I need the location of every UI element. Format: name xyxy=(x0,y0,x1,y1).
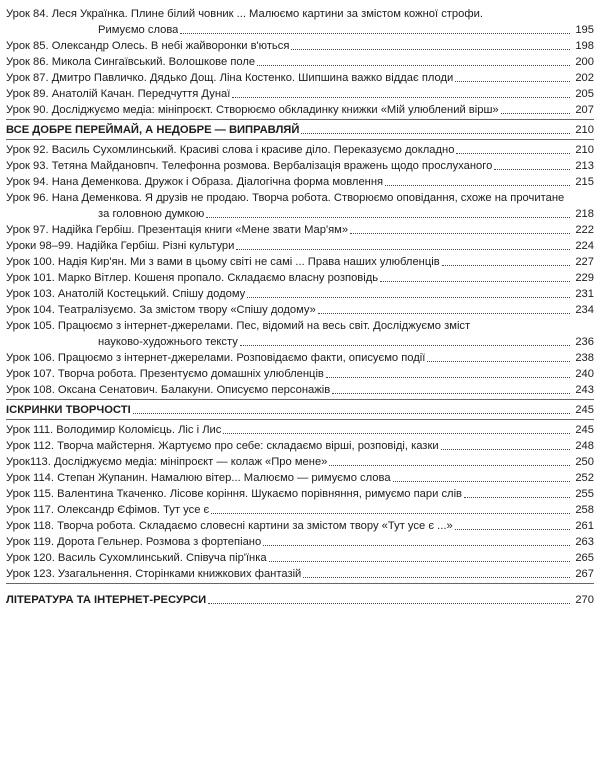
page-number: 238 xyxy=(575,352,594,364)
entry-title: Урок 114. Степан Жупанин. Намалюю вітер... Малюємо — римуємо слова xyxy=(6,472,391,484)
toc-entry xyxy=(6,190,594,222)
toc-entry xyxy=(6,518,594,534)
toc-row xyxy=(6,174,594,190)
entry-title: Урок 117. Олександр Єфімов. Тут усе є xyxy=(6,504,210,516)
entry-title: Урок 105. Працюємо з інтернет-джерелами. Пес, відомий на весь світ. Досліджуємо зміст xyxy=(6,320,471,332)
entry-title-continuation: науково-художнього тексту xyxy=(98,336,238,348)
dot-leader xyxy=(236,249,570,250)
toc-entry xyxy=(6,6,594,38)
toc-row xyxy=(6,142,594,158)
entry-title: Урок 108. Оксана Сенатович. Балакуни. Описуємо персонажів xyxy=(6,384,331,396)
page-number: 255 xyxy=(575,488,594,500)
dot-leader xyxy=(350,233,570,234)
toc-entry xyxy=(6,174,594,190)
dot-leader xyxy=(329,465,570,466)
toc-row xyxy=(6,238,594,254)
toc-entry xyxy=(6,142,594,158)
page-number: 245 xyxy=(575,424,594,436)
entry-title: Урок 106. Працюємо з інтернет-джерелами. Розповідаємо факти, описуємо події xyxy=(6,352,426,364)
toc-row xyxy=(6,518,594,534)
entry-title-continuation: Римуємо слова xyxy=(98,24,179,36)
page-number: 243 xyxy=(575,384,594,396)
divider xyxy=(6,583,594,584)
page-number: 248 xyxy=(575,440,594,452)
page-number: 234 xyxy=(575,304,594,316)
toc-entry xyxy=(6,70,594,86)
entry-title: Урок 119. Дорота Гельнер. Розмова з фортепіано xyxy=(6,536,262,548)
page-number: 210 xyxy=(575,124,594,136)
dot-leader xyxy=(442,265,570,266)
toc-row xyxy=(6,550,594,566)
dot-leader xyxy=(380,281,570,282)
entry-title: Урок 93. Тетяна Майдановпч. Телефонна розмова. Вербалізація вражень щодо прослуханого xyxy=(6,160,493,172)
entry-title: Урок 107. Творча робота. Презентуємо домашніх улюбленців xyxy=(6,368,324,380)
toc-row xyxy=(6,438,594,454)
toc-entry xyxy=(6,366,594,382)
section-title: ЛІТЕРАТУРА ТА ІНТЕРНЕТ-РЕСУРСИ xyxy=(6,594,207,606)
dot-leader xyxy=(180,33,570,34)
toc-entry xyxy=(6,38,594,54)
dot-leader xyxy=(206,217,570,218)
page-number: 236 xyxy=(575,336,594,348)
dot-leader xyxy=(332,393,570,394)
toc-row xyxy=(6,302,594,318)
entry-title: Урок 120. Василь Сухомлинський. Співуча пір'їнка xyxy=(6,552,267,564)
toc-row xyxy=(6,534,594,550)
page-number: 215 xyxy=(575,176,594,188)
dot-leader xyxy=(385,185,570,186)
divider xyxy=(6,399,594,400)
entry-title: Урок 97. Надійка Гербіш. Презентація книги «Мене звати Мар'ям» xyxy=(6,224,349,236)
entry-title: Урок 92. Василь Сухомлинський. Красиві слова і красиве діло. Переказуємо докладно xyxy=(6,144,455,156)
toc-entry xyxy=(6,454,594,470)
toc-row xyxy=(6,502,594,518)
dot-leader xyxy=(464,497,570,498)
page-number: 210 xyxy=(575,144,594,156)
toc-entry xyxy=(6,566,594,582)
toc-row xyxy=(6,254,594,270)
toc-entry xyxy=(6,222,594,238)
page-number: 222 xyxy=(575,224,594,236)
toc-entry xyxy=(6,86,594,102)
toc-entry xyxy=(6,382,594,398)
entry-title: Урок 118. Творча робота. Складаємо словесні картини за змістом твору «Тут усе є ...» xyxy=(6,520,453,532)
toc-entry xyxy=(6,102,594,118)
entry-title: Урок 87. Дмитро Павличко. Дядько Дощ. Ліна Костенко. Шипшина важко віддає плоди xyxy=(6,72,454,84)
entry-title: Урок 123. Узагальнення. Сторінками книжкових фантазій xyxy=(6,568,302,580)
page-number: 231 xyxy=(575,288,594,300)
toc-row xyxy=(6,566,594,582)
entry-title: Урок 96. Нана Деменкова. Я друзів не продаю. Творча робота. Створюємо оповідання, схоже на прочитане xyxy=(6,192,565,204)
page-number: 227 xyxy=(575,256,594,268)
table-of-contents xyxy=(6,6,594,608)
dot-leader xyxy=(257,65,570,66)
toc-row xyxy=(6,382,594,398)
toc-entry xyxy=(6,502,594,518)
toc-entry xyxy=(6,350,594,366)
toc-group-1 xyxy=(6,6,594,118)
entry-title: Уроки 98–99. Надійка Гербіш. Різні культури xyxy=(6,240,235,252)
toc-row xyxy=(6,54,594,70)
toc-row xyxy=(6,350,594,366)
entry-title: Урок 86. Микола Сингаївський. Волошкове поле xyxy=(6,56,256,68)
toc-entry xyxy=(6,438,594,454)
toc-row xyxy=(6,270,594,286)
toc-row xyxy=(6,206,594,222)
entry-title: Урок 85. Олександр Олесь. В небі жайворонки в'ються xyxy=(6,40,290,52)
page-number: 213 xyxy=(575,160,594,172)
section-heading xyxy=(6,402,594,418)
toc-row xyxy=(6,470,594,486)
section-title: ВСЕ ДОБРЕ ПЕРЕЙМАЙ, А НЕДОБРЕ — ВИПРАВЛЯЙ xyxy=(6,124,300,136)
dot-leader xyxy=(301,133,570,134)
toc-row xyxy=(6,486,594,502)
page-number: 200 xyxy=(575,56,594,68)
toc-entry xyxy=(6,486,594,502)
entry-title-continuation: за головною думкою xyxy=(98,208,205,220)
page-number: 258 xyxy=(575,504,594,516)
toc-entry xyxy=(6,422,594,438)
dot-leader xyxy=(291,49,570,50)
entry-title: Урок 101. Марко Вітлер. Кошеня пропало. Складаємо власну розповідь xyxy=(6,272,379,284)
toc-row xyxy=(6,222,594,238)
toc-entry xyxy=(6,534,594,550)
page-number: 252 xyxy=(575,472,594,484)
page-number: 202 xyxy=(575,72,594,84)
divider xyxy=(6,119,594,120)
dot-leader xyxy=(211,513,570,514)
dot-leader xyxy=(263,545,570,546)
toc-entry xyxy=(6,54,594,70)
page-number: 250 xyxy=(575,456,594,468)
entry-title: Урок 115. Валентина Ткаченко. Лісове коріння. Шукаємо порівняння, римуємо пари слів xyxy=(6,488,462,500)
toc-entry xyxy=(6,550,594,566)
toc-entry xyxy=(6,302,594,318)
page-number: 267 xyxy=(575,568,594,580)
dot-leader xyxy=(427,361,570,362)
page-number: 265 xyxy=(575,552,594,564)
dot-leader xyxy=(208,603,570,604)
toc-entry xyxy=(6,158,594,174)
toc-row xyxy=(6,422,594,438)
entry-title: Урок 90. Досліджуємо медіа: мініпроєкт. Створюємо обкладинку книжки «Мій улюблений вірш» xyxy=(6,104,499,116)
dot-leader xyxy=(303,577,570,578)
page-number: 270 xyxy=(575,594,594,606)
toc-entry xyxy=(6,318,594,350)
toc-row xyxy=(6,454,594,470)
dot-leader xyxy=(232,97,570,98)
page-number: 195 xyxy=(575,24,594,36)
toc-row xyxy=(6,366,594,382)
dot-leader xyxy=(247,297,570,298)
toc-row xyxy=(6,70,594,86)
dot-leader xyxy=(223,433,570,434)
section-heading xyxy=(6,592,594,608)
section-heading xyxy=(6,122,594,138)
page-number: 224 xyxy=(575,240,594,252)
toc-row xyxy=(6,158,594,174)
page-number: 261 xyxy=(575,520,594,532)
toc-entry xyxy=(6,270,594,286)
page-number: 207 xyxy=(575,104,594,116)
entry-title: Урок 89. Анатолій Качан. Передчуття Дунаї xyxy=(6,88,231,100)
dot-leader xyxy=(240,345,570,346)
page-number: 263 xyxy=(575,536,594,548)
toc-row xyxy=(6,286,594,302)
entry-title: Урок113. Досліджуємо медіа: мініпроєкт — колаж «Про мене» xyxy=(6,456,328,468)
toc-group-2 xyxy=(6,142,594,398)
dot-leader xyxy=(441,449,570,450)
page-number: 245 xyxy=(575,404,594,416)
page-number: 205 xyxy=(575,88,594,100)
entry-title: Урок 104. Театралізуємо. За змістом твору «Спішу додому» xyxy=(6,304,316,316)
toc-entry xyxy=(6,470,594,486)
toc-entry xyxy=(6,286,594,302)
toc-entry xyxy=(6,254,594,270)
section-title: ІСКРИНКИ ТВОРЧОСТІ xyxy=(6,404,131,416)
divider xyxy=(6,139,594,140)
dot-leader xyxy=(456,153,570,154)
entry-title: Урок 112. Творча майстерня. Жартуємо про себе: складаємо вірші, розповіді, казки xyxy=(6,440,439,452)
dot-leader xyxy=(269,561,570,562)
dot-leader xyxy=(393,481,570,482)
dot-leader xyxy=(326,377,570,378)
page-number: 218 xyxy=(575,208,594,220)
entry-title: Урок 103. Анатолій Костецький. Спішу додому xyxy=(6,288,246,300)
toc-row xyxy=(6,38,594,54)
toc-row xyxy=(6,334,594,350)
dot-leader xyxy=(318,313,570,314)
toc-group-3 xyxy=(6,422,594,582)
dot-leader xyxy=(501,113,570,114)
toc-row xyxy=(6,102,594,118)
page-number: 240 xyxy=(575,368,594,380)
dot-leader xyxy=(455,529,570,530)
entry-title: Урок 100. Надія Кир'ян. Ми з вами в цьому світі не самі ... Права наших улюбленців xyxy=(6,256,440,268)
page-number: 198 xyxy=(575,40,594,52)
entry-title: Урок 84. Леся Українка. Плине білий човник ... Малюємо картини за змістом кожної строфи. xyxy=(6,8,483,20)
entry-title: Урок 111. Володимир Коломієць. Ліс і Лис xyxy=(6,424,222,436)
toc-row xyxy=(6,22,594,38)
dot-leader xyxy=(494,169,570,170)
dot-leader xyxy=(455,81,570,82)
entry-title: Урок 94. Нана Деменкова. Дружок і Образа. Діалогічна форма мовлення xyxy=(6,176,384,188)
toc-row xyxy=(6,86,594,102)
toc-entry xyxy=(6,238,594,254)
dot-leader xyxy=(133,413,570,414)
divider xyxy=(6,419,594,420)
page-number: 229 xyxy=(575,272,594,284)
